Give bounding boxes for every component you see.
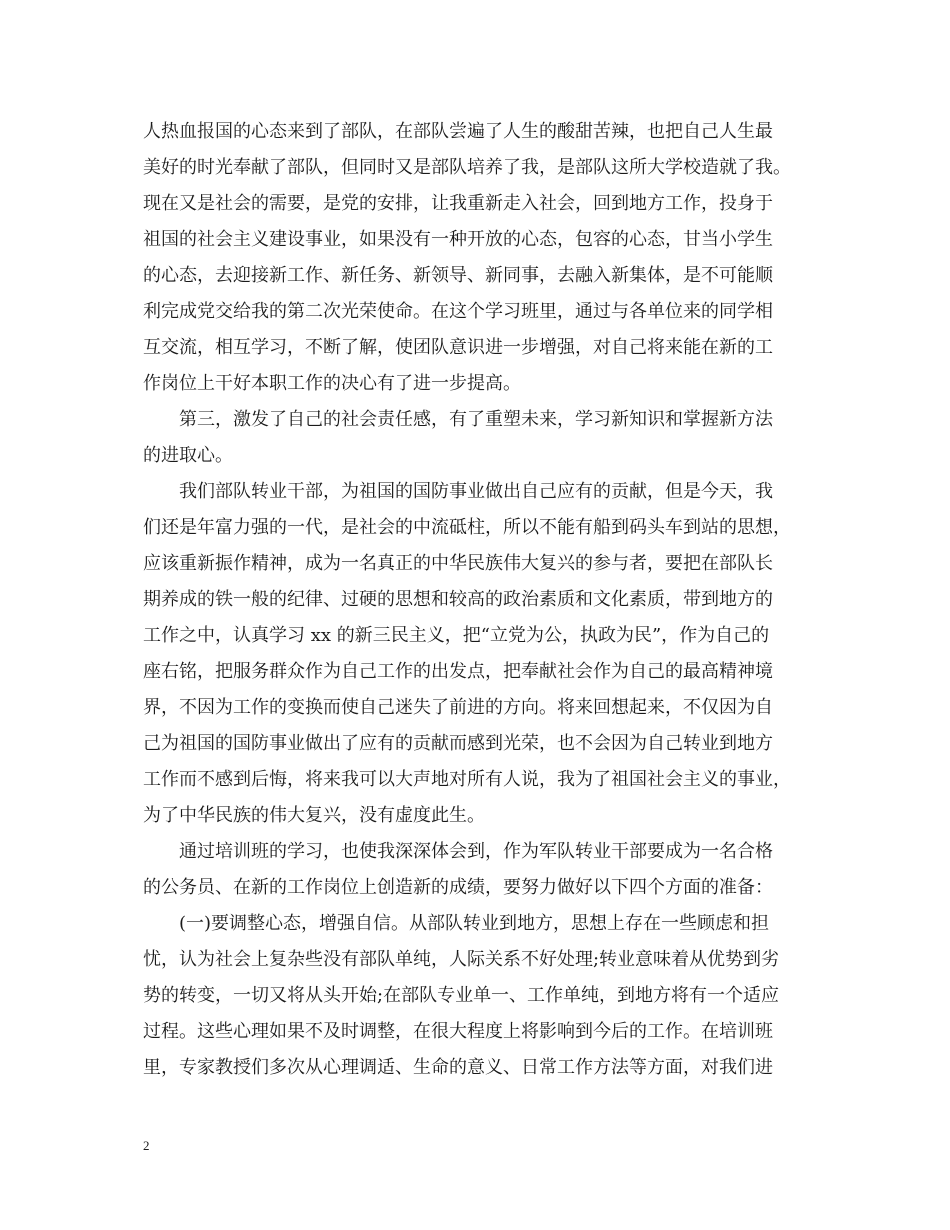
text-line: 己为祖国的国防事业做出了应有的贡献而感到光荣，也不会因为自己转业到地方 <box>143 733 773 754</box>
text-line: 的进取心。 <box>143 445 233 466</box>
text-line: 为了中华民族的伟大复兴，没有虚度此生。 <box>143 805 485 826</box>
body-text <box>143 114 815 1086</box>
text-line: 界，不因为工作的变换而使自己迷失了前进的方向。将来回想起来，不仅因为自 <box>143 697 773 718</box>
text-line: 祖国的社会主义建设事业，如果没有一种开放的心态，包容的心态，甘当小学生 <box>143 229 773 250</box>
text-line: 忧，认为社会上复杂些没有部队单纯，人际关系不好处理;转业意味着从优势到劣 <box>143 949 780 970</box>
text-line: 通过培训班的学习，也使我深深体会到，作为军队转业干部要成为一名合格 <box>143 841 773 862</box>
text-line: 的心态，去迎接新工作、新任务、新领导、新同事，去融入新集体，是不可能顺 <box>143 265 773 286</box>
text-line: (一)要调整心态，增强自信。从部队转业到地方，思想上存在一些顾虑和担 <box>143 913 770 934</box>
text-line: 美好的时光奉献了部队，但同时又是部队培养了我，是部队这所大学校造就了我。 <box>143 157 791 178</box>
text-line: 座右铭，把服务群众作为自己工作的出发点，把奉献社会作为自己的最高精神境 <box>143 661 773 682</box>
text-line: 势的转变，一切又将从头开始;在部队专业单一、工作单纯，到地方将有一个适应 <box>143 985 780 1006</box>
page-number: 2 <box>143 1138 150 1153</box>
text-line: 应该重新振作精神，成为一名真正的中华民族伟大复兴的参与者，要把在部队长 <box>143 553 773 574</box>
text-line: 互交流，相互学习，不断了解，使团队意识进一步增强，对自己将来能在新的工 <box>143 337 773 358</box>
text-line: 期养成的铁一般的纪律、过硬的思想和较高的政治素质和文化素质，带到地方的 <box>143 589 773 610</box>
text-line: 里，专家教授们多次从心理调适、生命的意义、日常工作方法等方面，对我们进 <box>143 1057 773 1078</box>
text-line: 作岗位上干好本职工作的决心有了进一步提高。 <box>143 373 521 394</box>
text-line: 第三，激发了自己的社会责任感，有了重塑未来，学习新知识和掌握新方法 <box>143 409 773 430</box>
text-line: 的公务员、在新的工作岗位上创造新的成绩，要努力做好以下四个方面的准备： <box>143 877 773 898</box>
text-line: 工作之中，认真学习 xx 的新三民主义，把“立党为公，执政为民”，作为自己的 <box>143 625 770 646</box>
text-line: 现在又是社会的需要，是党的安排，让我重新走入社会，回到地方工作，投身于 <box>143 193 773 214</box>
text-line: 们还是年富力强的一代，是社会的中流砥柱，所以不能有船到码头车到站的思想， <box>143 517 791 538</box>
text-line: 工作而不感到后悔，将来我可以大声地对所有人说，我为了祖国社会主义的事业， <box>143 769 791 790</box>
text-line: 过程。这些心理如果不及时调整，在很大程度上将影响到今后的工作。在培训班 <box>143 1021 773 1042</box>
text-line: 利完成党交给我的第二次光荣使命。在这个学习班里，通过与各单位来的同学相 <box>143 301 773 322</box>
text-line: 人热血报国的心态来到了部队，在部队尝遍了人生的酸甜苦辣，也把自己人生最 <box>143 121 773 142</box>
text-line: 我们部队转业干部，为祖国的国防事业做出自己应有的贡献，但是今天，我 <box>143 481 773 502</box>
